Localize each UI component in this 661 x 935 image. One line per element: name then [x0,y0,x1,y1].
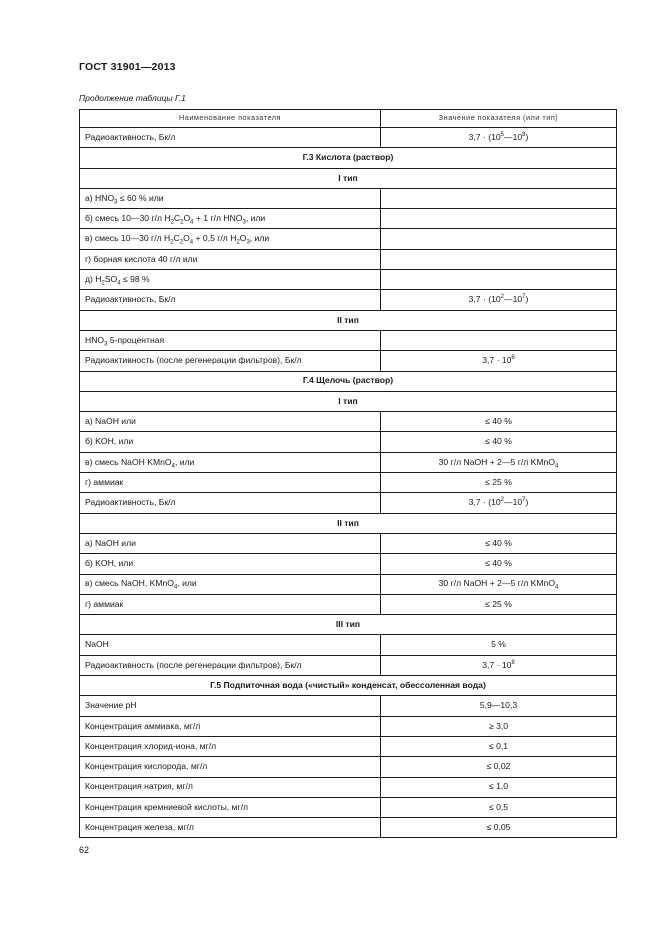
section-heading-row [80,676,617,696]
type-heading: II тип [80,513,617,533]
section-heading: Г.3 Кислота (раствор) [80,148,617,168]
indicator-name-cell: $HNO_3$ 5-процентная [80,330,381,350]
type-heading: I тип [80,168,617,188]
indicator-value-cell: $3,7 \cdot (10^2—10^7)$ [381,493,617,513]
table-row [80,533,617,553]
type-heading: I тип [80,391,617,411]
table-row [80,351,617,371]
indicator-value-cell [381,209,617,229]
indicator-name-cell: д) $H_2SO_4 \le 98$ % [80,270,381,290]
table-row [80,818,617,838]
table-row [80,493,617,513]
indicator-value-cell: ≤ 40 % [381,432,617,452]
document-code: ГОСТ 31901—2013 [79,61,176,73]
table-row [80,432,617,452]
table-row [80,696,617,716]
type-heading-row [80,168,617,188]
indicator-value-cell: $3,7 \cdot 10^8$ [381,655,617,675]
section-heading-row [80,148,617,168]
table-row [80,270,617,290]
table-row [80,554,617,574]
table-row [80,594,617,614]
indicator-value-cell: $3,7 \cdot 10^8$ [381,351,617,371]
indicator-name-cell: б) KOH, или [80,554,381,574]
type-heading: III тип [80,615,617,635]
indicator-value-cell: ≤ 40 % [381,533,617,553]
indicator-value-cell: $3,7 \cdot (10^5—10^8)$ [381,128,617,148]
indicator-name-cell: в) смесь NaOH KMnO$_4$, или [80,452,381,472]
indicator-name-cell: Концентрация натрия, мг/л [80,777,381,797]
table-header-row [80,110,617,128]
indicator-value-cell: ≤ 25 % [381,594,617,614]
indicator-name-cell: Концентрация аммиака, мг/л [80,716,381,736]
indicator-value-cell: 30 г/л NaOH + 2—5 г/л KMnO$_4$ [381,452,617,472]
type-heading-row [80,615,617,635]
indicator-name-cell: б) KOH, или [80,432,381,452]
table-row [80,412,617,432]
indicator-value-cell [381,249,617,269]
column-header-indicator: Наименование показателя [80,110,381,128]
table-row [80,635,617,655]
table-row [80,209,617,229]
indicator-name-cell: г) аммиак [80,594,381,614]
type-heading-row [80,513,617,533]
indicator-name-cell: в) смесь 10—30 г/л $H_2C_2O_4 + 0,5$ г/л $H_2O_3$, или [80,229,381,249]
section-heading: Г.4 Щелочь (раствор) [80,371,617,391]
table-row [80,249,617,269]
indicator-value-cell: 5 % [381,635,617,655]
indicator-name-cell: г) аммиак [80,473,381,493]
indicator-name-cell: Концентрация хлорид-иона, мг/л [80,736,381,756]
page-number: 62 [79,845,90,855]
indicator-name-cell: Радиоактивность, Бк/л [80,128,381,148]
table-row [80,574,617,594]
table-row [80,655,617,675]
section-heading-row [80,371,617,391]
indicator-name-cell: Значение pH [80,696,381,716]
indicator-value-cell [381,229,617,249]
table-continuation-caption: Продолжение таблицы Г.1 [79,93,186,103]
type-heading-row [80,310,617,330]
indicator-value-cell: ≤ 40 % [381,412,617,432]
indicator-value-cell: $3,7 \cdot (10^2—10^7)$ [381,290,617,310]
indicator-name-cell: Радиоактивность (после регенерации фильтров), Бк/л [80,351,381,371]
indicator-name-cell: Концентрация кислорода, мг/л [80,757,381,777]
indicator-value-cell [381,330,617,350]
indicator-value-cell: ≤ 25 % [381,473,617,493]
indicator-value-cell: ≤ 0,5 [381,797,617,817]
table-row [80,797,617,817]
indicator-value-cell: 30 г/л NaOH + 2—5 г/л KMnO$_4$ [381,574,617,594]
indicator-name-cell: г) борная кислота 40 г/л или [80,249,381,269]
indicator-name-cell: в) смесь NaOH, KMnO$_4$, или [80,574,381,594]
table-row [80,188,617,208]
table-row [80,473,617,493]
indicator-value-cell [381,188,617,208]
table-row [80,330,617,350]
indicator-name-cell: Радиоактивность, Бк/л [80,493,381,513]
indicator-value-cell: 5,9—10,3 [381,696,617,716]
indicator-value-cell: ≤ 1,0 [381,777,617,797]
table-row [80,452,617,472]
indicator-value-cell: ≥ 3,0 [381,716,617,736]
indicator-value-cell: ≤ 0,1 [381,736,617,756]
indicator-value-cell [381,270,617,290]
indicator-name-cell: б) смесь 10—30 г/л $H_2C_2O_4 + 1$ г/л $HNO_3$, или [80,209,381,229]
type-heading: II тип [80,310,617,330]
table-body [80,128,617,838]
table-row [80,736,617,756]
table-row [80,290,617,310]
indicator-table [79,109,617,838]
indicator-name-cell: Радиоактивность (после регенерации фильтров), Бк/л [80,655,381,675]
table-row [80,128,617,148]
indicator-name-cell: Радиоактивность, Бк/л [80,290,381,310]
indicator-name-cell: Концентрация кремниевой кислоты, мг/л [80,797,381,817]
indicator-name-cell: а) NaOH или [80,533,381,553]
type-heading-row [80,391,617,411]
table-row [80,229,617,249]
indicator-name-cell: NaOH [80,635,381,655]
table-row [80,777,617,797]
indicator-value-cell: ≤ 0,02 [381,757,617,777]
indicator-name-cell: а) NaOH или [80,412,381,432]
indicator-name-cell: а) $HNO_3 \le 60$ % или [80,188,381,208]
indicator-name-cell: Концентрация железа, мг/л [80,818,381,838]
indicator-value-cell: ≤ 40 % [381,554,617,574]
table-row [80,716,617,736]
section-heading: Г.5 Подпиточная вода («чистый» конденсат, обессоленная вода) [80,676,617,696]
table-row [80,757,617,777]
indicator-value-cell: ≤ 0,05 [381,818,617,838]
column-header-value: Значение показателя (или тип) [381,110,617,128]
